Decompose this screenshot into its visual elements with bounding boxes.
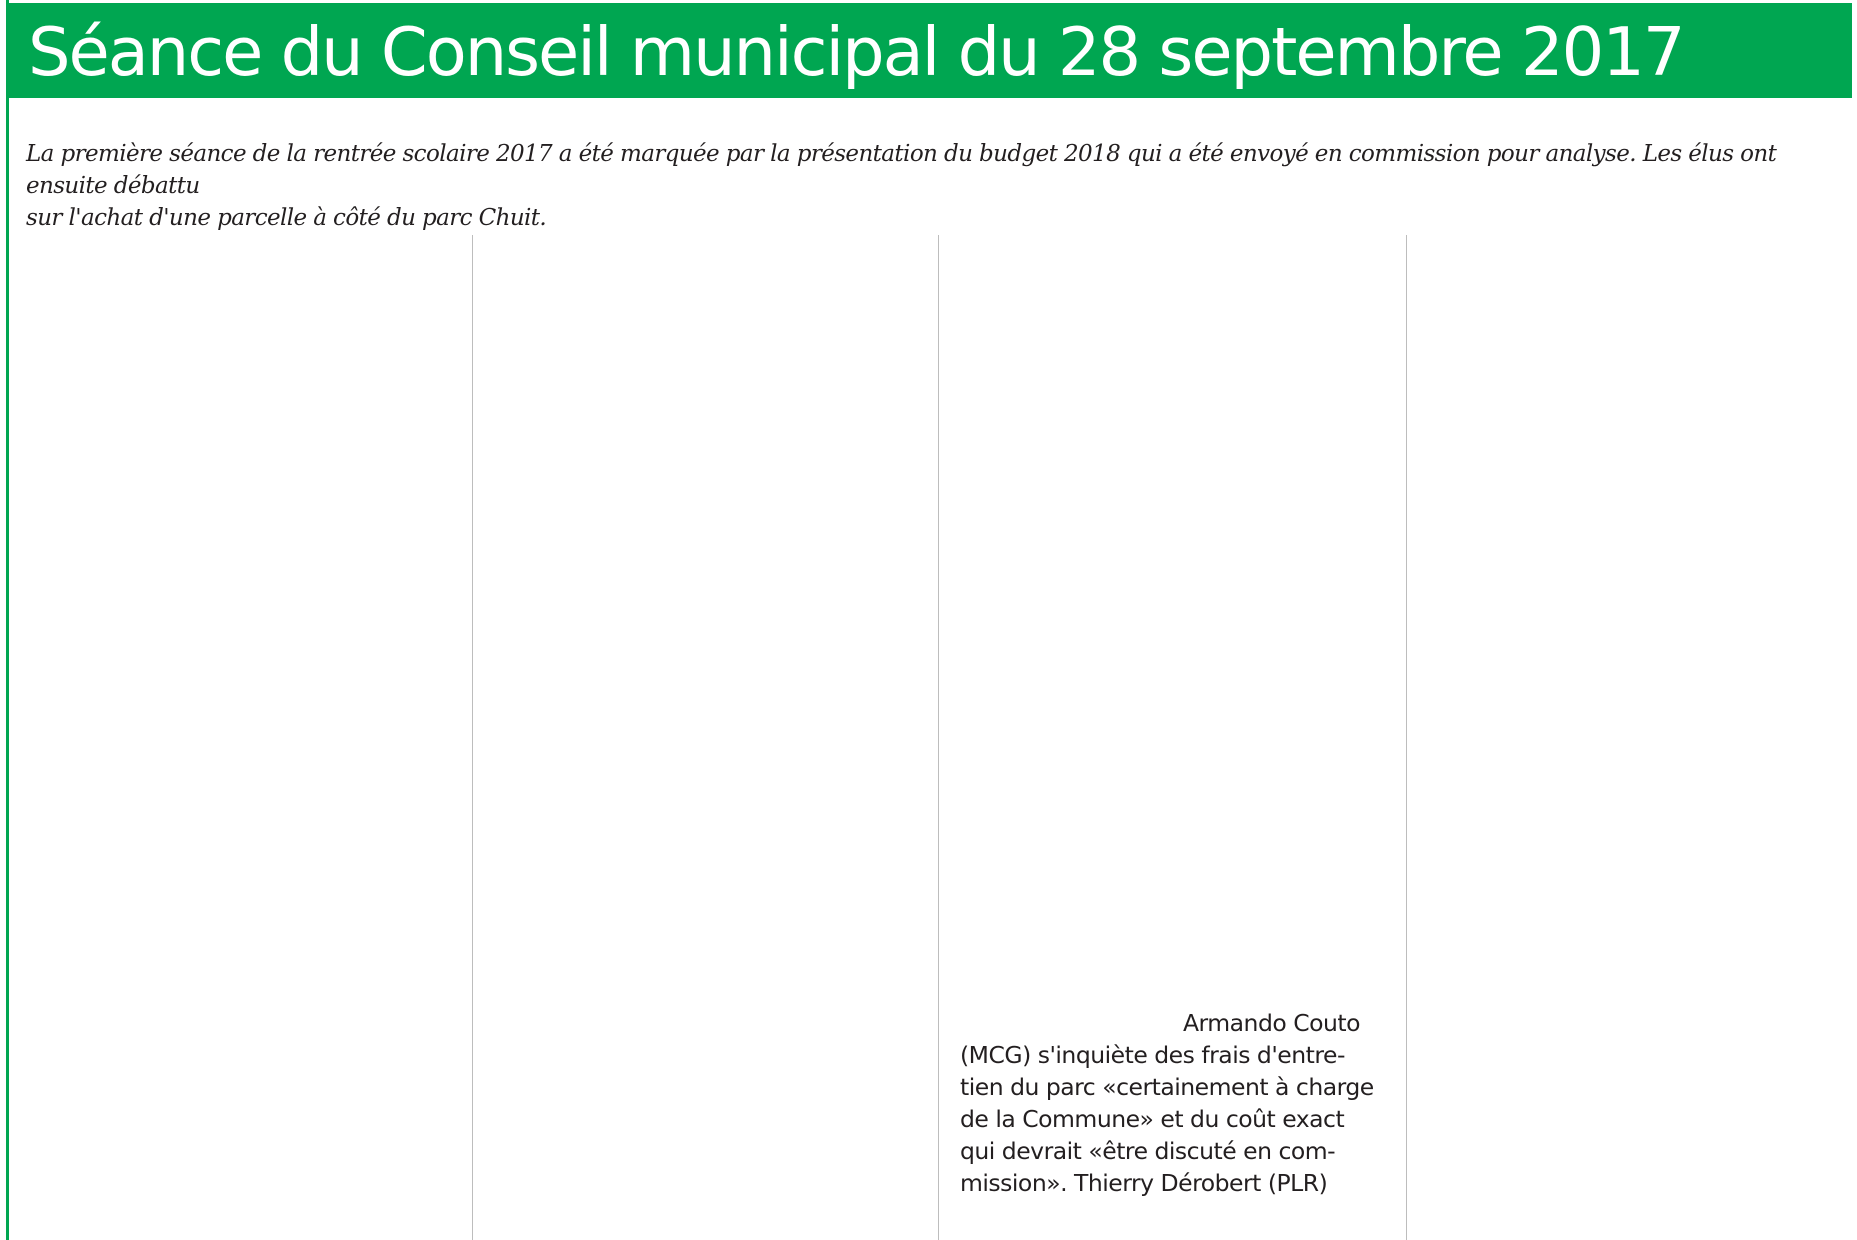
lead-line-2: sur l'achat d'une parcelle à côté du parc Chuit. xyxy=(26,205,547,231)
text-column-2 xyxy=(490,235,922,1240)
column-divider-3 xyxy=(1406,235,1407,1240)
lead-paragraph xyxy=(26,138,1852,234)
body-line: de la Commune» et du coût exact xyxy=(960,1105,1345,1133)
body-line: qui devrait «être discuté en com- xyxy=(960,1137,1336,1165)
header-band xyxy=(6,3,1852,98)
text-column-3 xyxy=(960,235,1390,1240)
body-line: Armando Couto xyxy=(1182,1009,1360,1037)
left-border-accent xyxy=(6,0,9,1240)
page-title: Séance du Conseil municipal du 28 septembre 2017 xyxy=(28,13,1684,91)
text-column-1 xyxy=(26,235,456,1240)
lead-line-1: La première séance de la rentrée scolaire 2017 a été marquée par la présentation du budget 2018 qui a été envoyé en commission pour analyse. Les élus ont ensuite débattu xyxy=(26,141,1777,199)
column-3-paragraph xyxy=(960,1007,1390,1199)
column-divider-1 xyxy=(472,235,473,1240)
body-line: mission». Thierry Dérobert (PLR) xyxy=(960,1169,1328,1197)
body-line: (MCG) s'inquiète des frais d'entre- xyxy=(960,1041,1345,1069)
column-divider-2 xyxy=(938,235,939,1240)
body-line: tien du parc «certainement à charge xyxy=(960,1073,1374,1101)
text-column-4 xyxy=(1428,235,1848,1240)
